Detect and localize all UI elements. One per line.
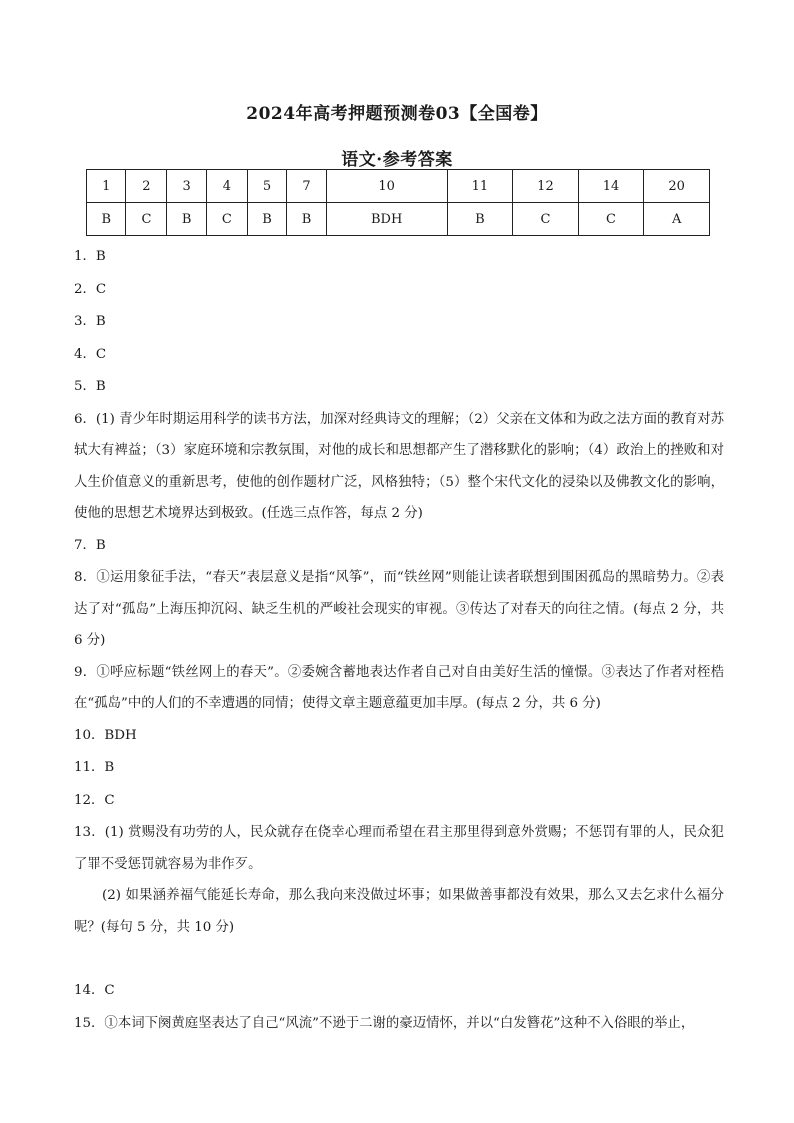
answer-item-2: 2．C <box>74 281 107 297</box>
question-number-row <box>87 170 710 203</box>
answer-cell: C <box>513 203 579 236</box>
answer-cell: BDH <box>326 203 447 236</box>
answer-item-3: 3．B <box>74 314 106 329</box>
answer-item-5: 5．B <box>74 379 106 394</box>
answer-item-10: 10．BDH <box>74 727 137 743</box>
question-number-cell: 12 <box>513 170 579 203</box>
question-number-cell: 10 <box>326 170 447 203</box>
answer-item-6: 6．(1) 青少年时期运用科学的读书方法，加深对经典诗文的理解；（2）父亲在文体和为政之法方面的教育对苏轼大有裨益；（3）家庭环境和宗教氛围，对他的成长和思想都产生了潜移默化的影响；（4）政治上的挫败和对人生价值意义的重新思考，使他的创作题材广泛，风格独特；（5）整个宋代文化的浸染以及佛教文化的影响，使他的思想艺术境界达到极致。(任选三点作答，每点 2 分) <box>74 411 724 521</box>
exam-title: 2024年高考押题预测卷03【全国卷】 <box>246 104 548 124</box>
answer-item-9: 9．①呼应标题“铁丝网上的春天”。②委婉含蓄地表达作者自己对自由美好生活的憧憬。③表达了作者对桎梏在“孤岛”中的人们的不幸遭遇的同情；使得文章主题意蕴更加丰厚。(每点 2 分，共 6 分) <box>74 664 724 711</box>
answer-cell: B <box>167 203 206 236</box>
answer-item-14: 14．C <box>74 983 115 998</box>
answer-item-12: 12．C <box>74 792 115 808</box>
question-number-cell: 14 <box>578 170 644 203</box>
question-number-cell: 20 <box>644 170 710 203</box>
answer-cell: B <box>247 203 286 236</box>
answer-row <box>87 203 710 236</box>
answer-item-11: 11．B <box>74 760 115 775</box>
question-number-cell: 3 <box>167 170 206 203</box>
answer-list <box>74 241 724 1039</box>
question-number-cell: 1 <box>87 170 126 203</box>
answer-cell: B <box>447 203 513 236</box>
question-number-cell: 11 <box>447 170 513 203</box>
answer-cell: C <box>206 203 247 236</box>
answer-item-1: 1．B <box>74 249 106 264</box>
answer-cell: C <box>126 203 167 236</box>
question-number-cell: 2 <box>126 170 167 203</box>
answer-cell: A <box>644 203 710 236</box>
answer-table <box>86 169 710 236</box>
answer-item-8: 8．①运用象征手法，“春天”表层意义是指“风筝”，而“铁丝网”则能让读者联想到围困孤岛的黑暗势力。②表达了对“孤岛”上海压抑沉闷、缺乏生机的严峻社会现实的审视。③传达了对春天的向往之情。(每点 2 分，共 6 分) <box>74 570 724 648</box>
answer-item-15: 15．①本词下阕黄庭坚表达了自己“风流”不逊于二谢的豪迈情怀，并以“白发簪花”这种不入俗眼的举止， <box>74 1015 695 1031</box>
answer-cell: B <box>87 203 126 236</box>
answer-key-subtitle: 语文·参考答案 <box>341 150 453 170</box>
question-number-cell: 7 <box>287 170 326 203</box>
question-number-cell: 4 <box>206 170 247 203</box>
answer-item-4: 4．C <box>74 346 107 362</box>
answer-item-7: 7．B <box>74 537 106 553</box>
answer-cell: C <box>578 203 644 236</box>
spacer <box>74 943 724 975</box>
answer-item-13-part-1: 13．(1) 赏赐没有功劳的人，民众就存在侥幸心理而希望在君主那里得到意外赏赐；不惩罚有罪的人，民众犯了罪不受惩罚就容易为非作歹。 <box>74 825 724 872</box>
answer-item-13-part-2: (2) 如果涵养福气能延长寿命，那么我向来没做过坏事；如果做善事都没有效果，那么又去乞求什么福分呢？(每句 5 分，共 10 分) <box>74 888 724 935</box>
question-number-cell: 5 <box>247 170 286 203</box>
answer-cell: B <box>287 203 326 236</box>
